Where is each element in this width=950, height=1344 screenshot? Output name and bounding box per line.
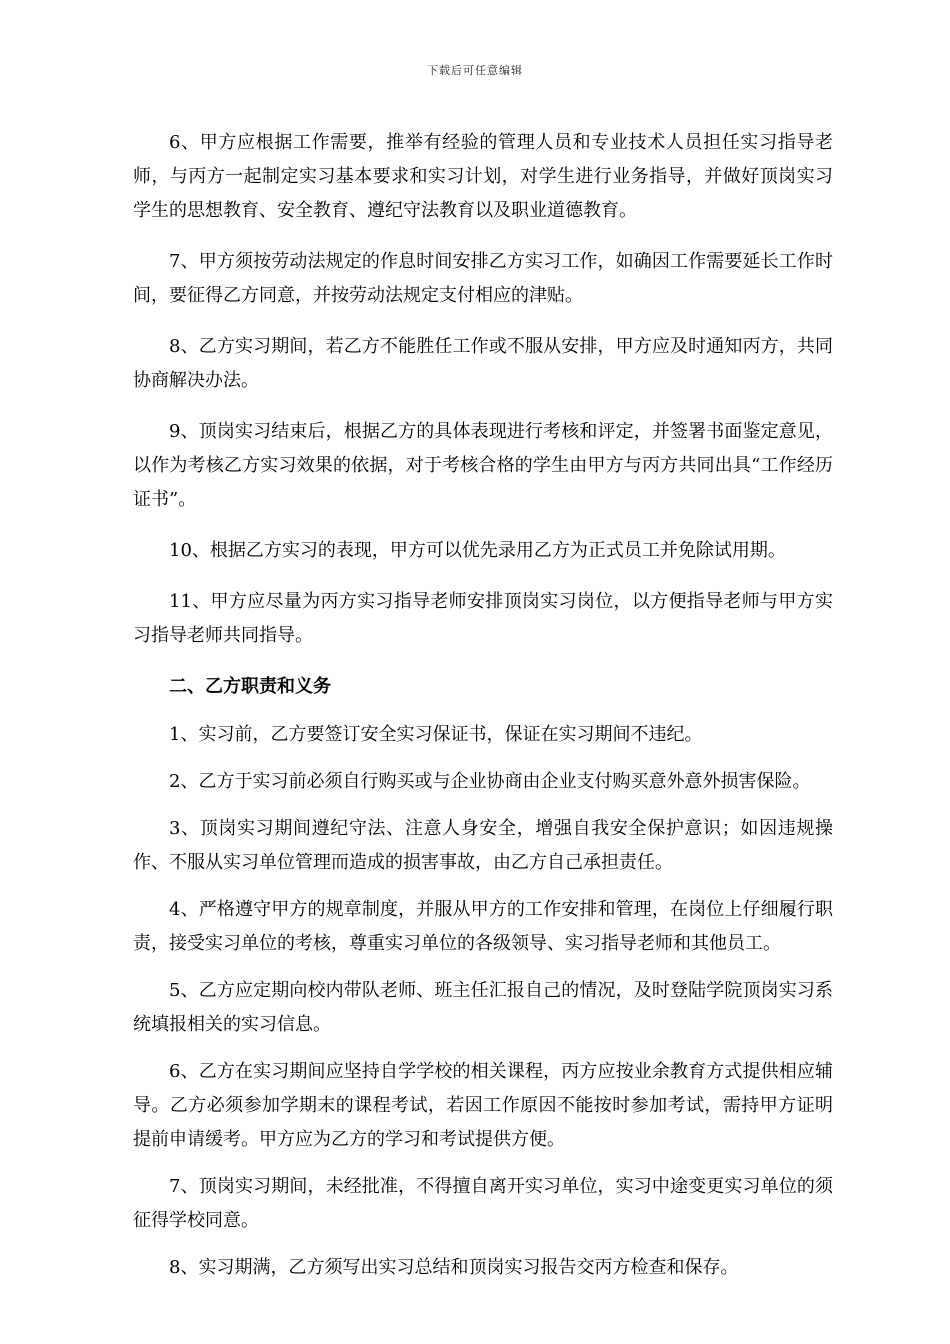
clause-a-11: 11、甲方应尽量为丙方实习指导老师安排顶岗实习岗位，以方便指导老师与甲方实习指导老师共同指导。 xyxy=(133,591,833,646)
clause-a-7: 7、甲方须按劳动法规定的作息时间安排乙方实习工作，如确因工作需要延长工作时间，要征得乙方同意，并按劳动法规定支付相应的津贴。 xyxy=(133,251,833,306)
document-body xyxy=(133,126,833,1298)
clause-b-5: 5、乙方应定期向校内带队老师、班主任汇报自己的情况，及时登陆学院顶岗实习系统填报相关的实习信息。 xyxy=(133,980,833,1035)
clause-a-8: 8、乙方实习期间，若乙方不能胜任工作或不服从安排，甲方应及时通知丙方，共同协商解决办法。 xyxy=(133,336,833,391)
clause-b-6: 6、乙方在实习期间应坚持自学学校的相关课程，丙方应按业余教育方式提供相应辅导。乙方必须参加学期末的课程考试，若因工作原因不能按时参加考试，需持甲方证明提前申请缓考。甲方应为乙方的学习和考试提供方便。 xyxy=(133,1061,833,1150)
clause-a-10: 10、根据乙方实习的表现，甲方可以优先录用乙方为正式员工并免除试用期。 xyxy=(169,540,786,561)
clause-b-7: 7、顶岗实习期间，未经批准，不得擅自离开实习单位，实习中途变更实习单位的须征得学校同意。 xyxy=(133,1176,833,1231)
clause-b-8: 8、实习期满，乙方须写出实习总结和顶岗实习报告交丙方检查和保存。 xyxy=(169,1257,739,1278)
clause-b-2: 2、乙方于实习前必须自行购买或与企业协商由企业支付购买意外意外损害保险。 xyxy=(169,771,811,792)
clause-b-1: 1、实习前，乙方要签订安全实习保证书，保证在实习期间不违纪。 xyxy=(169,724,703,745)
clause-a-6: 6、甲方应根据工作需要，推举有经验的管理人员和专业技术人员担任实习指导老师，与丙方一起制定实习基本要求和实习计划，对学生进行业务指导，并做好顶岗实习学生的思想教育、安全教育、遵纪守法教育以及职业道德教育。 xyxy=(133,132,833,221)
clause-a-9: 9、顶岗实习结束后，根据乙方的具体表现进行考核和评定，并签署书面鉴定意见，以作为考核乙方实习效果的依据，对于考核合格的学生由甲方与丙方共同出具“工作经历证书”。 xyxy=(133,421,833,510)
section-heading: 二、乙方职责和义务 xyxy=(169,676,331,697)
clause-b-3: 3、顶岗实习期间遵纪守法、注意人身安全，增强自我安全保护意识；如因违规操作、不服从实习单位管理而造成的损害事故，由乙方自己承担责任。 xyxy=(133,818,833,873)
page-header-note: 下载后可任意编辑 xyxy=(427,64,523,77)
clause-b-4: 4、严格遵守甲方的规章制度，并服从甲方的工作安排和管理，在岗位上仔细履行职责，接受实习单位的考核，尊重实习单位的各级领导、实习指导老师和其他员工。 xyxy=(133,899,833,954)
